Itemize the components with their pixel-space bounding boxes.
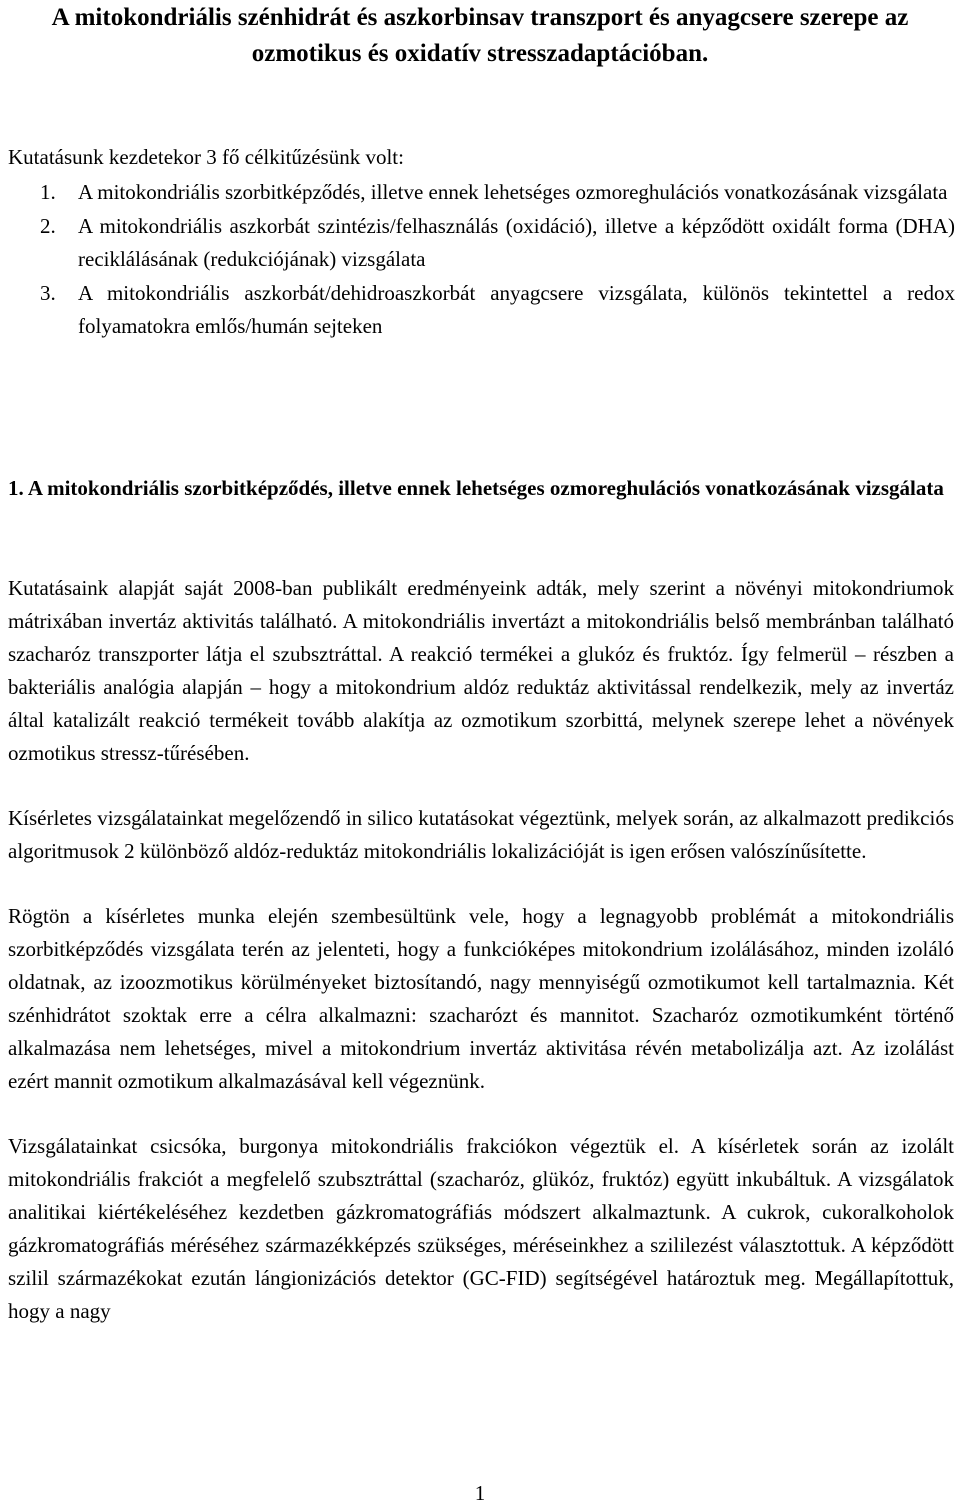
goal-text: A mitokondriális szorbitképződés, illetve ennek lehetséges ozmoreghulációs vonatkozásának vizsgálata [78, 180, 948, 204]
goal-text: A mitokondriális aszkorbát szintézis/felhasználás (oxidáció), illetve a képződött oxidált forma (DHA) reciklálásának (redukciójának) vizsgálata [78, 214, 955, 271]
goals-list [40, 176, 955, 343]
goal-number: 1. [40, 180, 56, 204]
body-text [8, 572, 954, 1328]
paragraph-2: Kísérletes vizsgálatainkat megelőzendő in silico kutatásokat végeztünk, melyek során, az alkalmazott predikciós algoritmusok 2 különböző aldóz-reduktáz mitokondriális lokalizációját is igen erősen valószínűsítette. [8, 806, 954, 863]
intro-sentence: Kutatásunk kezdetekor 3 fő célkitűzésünk volt: [8, 145, 404, 169]
page-number: 1 [474, 1481, 486, 1505]
paragraph-1: Kutatásaink alapját saját 2008-ban publikált eredményeink adták, mely szerint a növényi mitokondriumok mátrixában invertáz aktivitás található. A mitokondriális invertázt a mitokondriális belső membránban található szacharóz transzporter látja el szubsztráttal. A reakció termékei a glukóz és fruktóz. Így felmerül – részben a bakteriális analógia alapján – hogy a mitokondrium aldóz reduktáz aktivitással rendelkezik, mely az invertáz által katalizált reakció termékeit tovább alakítja az ozmotikum szorbittá, melynek szerepe lehet a növények ozmotikus stressz-tűrésében. [8, 576, 954, 765]
document-title: A mitokondriális szénhidrát és aszkorbinsav transzport és anyagcsere szerepe az ozmotikus és oxidatív stresszadaptációban. [51, 4, 909, 67]
goal-item-1 [40, 176, 955, 209]
goal-number: 3. [40, 281, 56, 305]
paragraph-3: Rögtön a kísérletes munka elején szembesültünk vele, hogy a legnagyobb problémát a mitokondriális szorbitképződés vizsgálata terén az jelenteti, hogy a funkcióképes mitokondrium izolálásához, minden izoláló oldatnak, az izoozmotikus körülményeket biztosítandó, nagy mennyiségű ozmotikumot kell tartalmaznia. Két szénhidrátot szoktak erre a célra alkalmazni: szacharózt és mannitot. Szacharóz ozmotikumként történő alkalmazása nem lehetséges, mivel a mitokondrium invertáz aktivitása révén metabolizálja azt. Az izolálást ezért mannit ozmotikum alkalmazásával kell végeznünk. [8, 904, 954, 1093]
goal-text: A mitokondriális aszkorbát/dehidroaszkorbát anyagcsere vizsgálata, különös tekintettel a redox folyamatokra emlős/humán sejteken [78, 281, 955, 338]
goal-item-2 [40, 210, 955, 276]
paragraph-4: Vizsgálatainkat csicsóka, burgonya mitokondriális frakciókon végeztük el. A kísérletek során az izolált mitokondriális frakciót a megfelelő szubsztráttal (szacharóz, glükóz, fruktóz) együtt inkubáltuk. A vizsgálatok analitikai kiértékeléséhez kezdetben gázkromatográfiás módszert alkalmaztunk. A cukrok, cukoralkoholok gázkromatográfiás méréséhez származékképzés szükséges, méréseinkhez a szililezést választottuk. A képződött szilil származékokat ezután lángionizációs detektor (GC-FID) segítségével határoztuk meg. Megállapítottuk, hogy a nagy [8, 1134, 954, 1323]
section-heading: 1. A mitokondriális szorbitképződés, illetve ennek lehetséges ozmoreghulációs vonatkozásának vizsgálata [8, 476, 944, 500]
goal-number: 2. [40, 214, 56, 238]
goal-item-3 [40, 277, 955, 343]
